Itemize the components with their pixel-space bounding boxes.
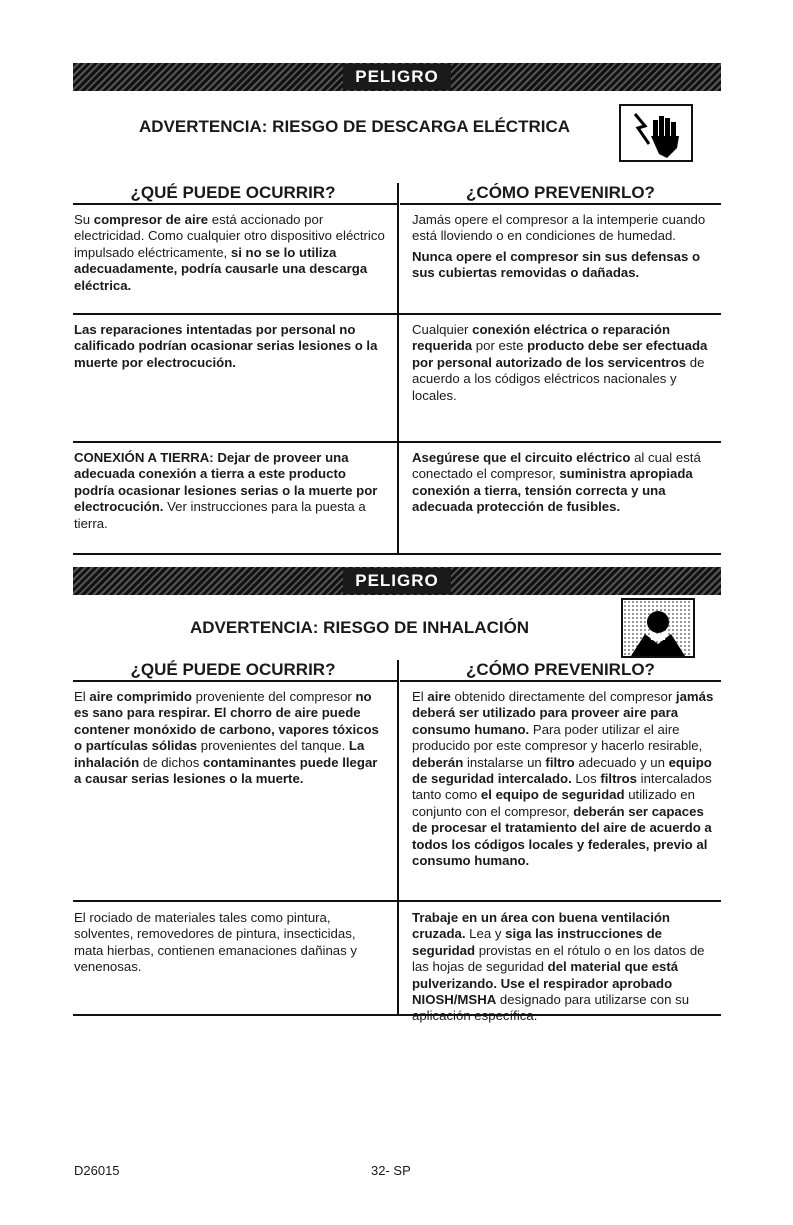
prevention-text: El aire obtenido directamente del compresor jamás deberá ser utilizado para proveer aire para consumo humano. Para poder utilizar el aire producido por este compresor y hacerlo resirable, deberán instalarse un filtro adecuado y un equipo de seguridad intercalado. Los filtros intercalados tanto como el equipo de seguridad utilizado en conjunto con el compresor, deberán ser capaces de procesar el tratamiento del aire de acuerdo a todos los códigos locales y federales, previo al consumo humano. [412,689,714,869]
inhalation-warning-title: ADVERTENCIA: RIESGO DE INHALACIÓN [190,618,530,637]
column-divider [397,660,399,1016]
hazard-text: CONEXIÓN A TIERRA: Dejar de proveer una adecuada conexión a tierra a este producto podría ocasionar lesiones serias o la muerte por electrocución. Ver instrucciones para la puesta a tierra. [74,450,378,531]
danger-banner-label: PELIGRO [343,64,451,90]
danger-banner-label: PELIGRO [343,568,451,594]
electric-shock-warning-title: ADVERTENCIA: RIESGO DE DESCARGA ELÉCTRICA [139,117,571,136]
prevention-text: Cualquier conexión eléctrica o reparación requerida por este producto debe ser efectuada por personal autorizado de los servicentros de acuerdo a los códigos eléctricos nacionales y locales. [412,322,708,403]
row-divider [73,900,721,902]
inhalation-hazard-icon [621,598,695,658]
what-can-happen-header: ¿QUÉ PUEDE OCURRIR? [130,660,336,679]
how-to-prevent-header: ¿CÓMO PREVENIRLO? [466,183,655,202]
danger-banner [73,567,721,595]
prevention-text: Asegúrese que el circuito eléctrico al cual está conectado el compresor, suministra apropiada conexión a tierra, tensión correcta y una adecuada protección de fusibles. [412,450,701,515]
hazard-text: Las reparaciones intentadas por personal no calificado podrían ocasionar serias lesiones o la muerte por electrocución. [74,322,378,370]
table-top-rule [400,680,721,682]
prevention-text: Jamás opere el compresor a la intemperie cuando está lloviendo o en condiciones de humedad. Nunca opere el compresor sin sus defensas o sus cubiertas removidas o dañadas. [412,212,706,281]
hazard-text: El aire comprimido proveniente del compresor no es sano para respirar. El chorro de aire puede contener monóxido de carbono, vapores tóxicos o partículas sólidas provenientes del tanque. La inhalación de dichos contaminantes puede llegar a causar serias lesiones o la muerte. [74,689,379,787]
electric-shock-icon [619,104,693,162]
prevention-text: Trabaje en un área con buena ventilación cruzada. Lea y siga las instrucciones de seguridad provistas en el rótulo o en los datos de las hojas de seguridad del material que está pulverizando. Use el respirador aprobado NIOSH/MSHA designado para utilizarse con su [412,910,705,1008]
table-top-rule [73,680,398,682]
column-divider [397,183,399,555]
how-to-prevent-header: ¿CÓMO PREVENIRLO? [466,660,655,679]
row-divider [73,313,721,315]
document-code: D26015 [74,1163,120,1178]
page-number: 32- SP [371,1163,411,1178]
table-bottom-rule [73,1014,721,1016]
hazard-text: El rociado de materiales tales como pintura, solventes, removedores de pintura, insecticidas, mata hierbas, contienen emanaciones dañinas y venenosas. [74,910,357,975]
table-top-rule [73,203,398,205]
table-bottom-rule [73,553,721,555]
danger-banner [73,63,721,91]
hazard-text: Su compresor de aire está accionado por electricidad. Como cualquier otro dispositivo eléctrico impulsado eléctricamente, si no se lo utiliza adecuadamente, podría causarle una descarga eléctrica. [74,212,385,293]
what-can-happen-header: ¿QUÉ PUEDE OCURRIR? [130,183,336,202]
table-top-rule [400,203,721,205]
row-divider [73,441,721,443]
